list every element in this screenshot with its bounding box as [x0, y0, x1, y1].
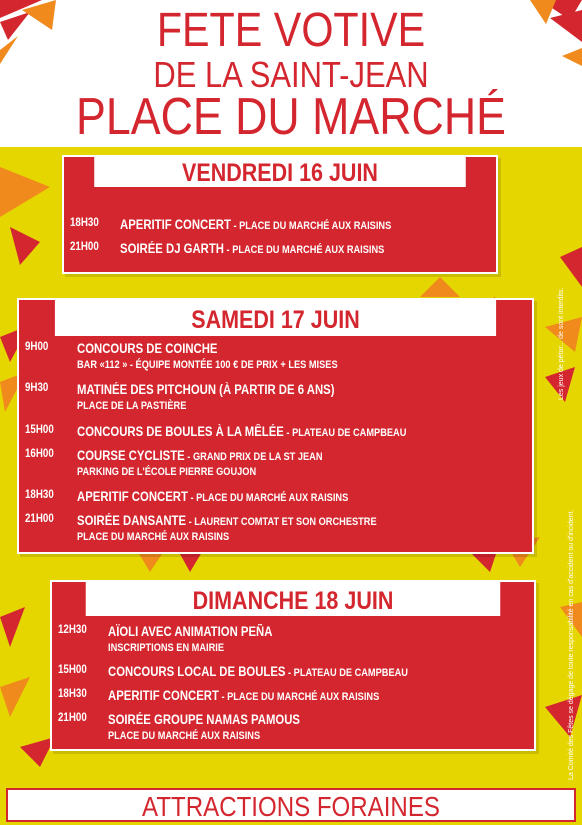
event-subtitle: PARKING DE L'ÉCOLE PIERRE GOUJON: [77, 466, 257, 478]
event-title: MATINÉE DES PITCHOUN (À PARTIR DE 6 ANS): [77, 382, 335, 397]
event-subtitle: INSCRIPTIONS EN MAIRIE: [108, 642, 225, 654]
title-line-3: PLACE DU MARCHÉ: [76, 88, 506, 146]
event-time: 9H00: [25, 341, 49, 353]
side-note-games: Les jeux de pétur... de sont interdits.: [558, 287, 565, 400]
day-heading-sunday: DIMANCHE 18 JUIN: [86, 582, 501, 616]
event-time: 15H00: [58, 664, 87, 676]
event-subtitle: BAR «112 » - ÉQUIPE MONTÉE 100 € DE PRIX + LES MISES: [77, 359, 338, 371]
event-title: APERITIF CONCERT - PLACE DU MARCHÉ AUX RAISINS: [108, 688, 380, 703]
event-title: AÏOLI AVEC ANIMATION PEÑA: [108, 624, 273, 639]
event-subtitle: PLACE DU MARCHÉ AUX RAISINS: [108, 730, 261, 742]
event-title: SOIRÉE GROUPE NAMAS PAMOUS: [108, 712, 300, 727]
footer-title: ATTRACTIONS FORAINES: [142, 791, 440, 822]
event-time: 9H30: [25, 382, 49, 394]
event-title: SOIRÉE DJ GARTH - PLACE DU MARCHÉ AUX RAISINS: [120, 241, 385, 256]
friday-panel: [62, 155, 498, 274]
event-time: 21H00: [25, 513, 54, 525]
event-time: 21H00: [58, 712, 87, 724]
event-title: CONCOURS DE COINCHE: [77, 341, 218, 356]
event-time: 18H30: [58, 688, 87, 700]
event-title: CONCOURS LOCAL DE BOULES - PLATEAU DE CAMPBEAU: [108, 664, 408, 679]
event-title: SOIRÉE DANSANTE - LAURENT COMTAT ET SON ORCHESTRE: [77, 513, 377, 528]
event-time: 16H00: [25, 448, 54, 460]
event-title: CONCOURS DE BOULES À LA MÊLÉE - PLATEAU DE CAMPBEAU: [77, 424, 407, 439]
title-line-2: DE LA SAINT-JEAN: [153, 54, 429, 95]
event-subtitle: PLACE DU MARCHÉ AUX RAISINS: [77, 531, 230, 543]
saturday-panel: [17, 298, 534, 554]
event-title: COURSE CYCLISTE - GRAND PRIX DE LA ST JEAN: [77, 448, 323, 463]
day-heading-friday: VENDREDI 16 JUIN: [94, 157, 466, 187]
event-time: 18H30: [70, 217, 99, 229]
event-subtitle: PLACE DE LA PASTIÈRE: [77, 400, 187, 412]
sunday-panel: [50, 580, 536, 751]
header: [0, 0, 582, 147]
event-time: 15H00: [25, 424, 54, 436]
event-title: APERITIF CONCERT - PLACE DU MARCHÉ AUX RAISINS: [77, 489, 349, 504]
title-line-1: FETE VOTIVE: [156, 4, 426, 57]
footer-banner: [6, 788, 576, 822]
event-time: 21H00: [70, 241, 99, 253]
side-note-liability: La Comité des Fêtes se dégage de toute responsabilité en cas d'accident ou d'incident.: [568, 509, 575, 780]
event-title: APERITIF CONCERT - PLACE DU MARCHÉ AUX RAISINS: [120, 217, 392, 232]
day-heading-saturday: SAMEDI 17 JUIN: [55, 300, 496, 336]
event-time: 12H30: [58, 624, 87, 636]
event-time: 18H30: [25, 489, 54, 501]
